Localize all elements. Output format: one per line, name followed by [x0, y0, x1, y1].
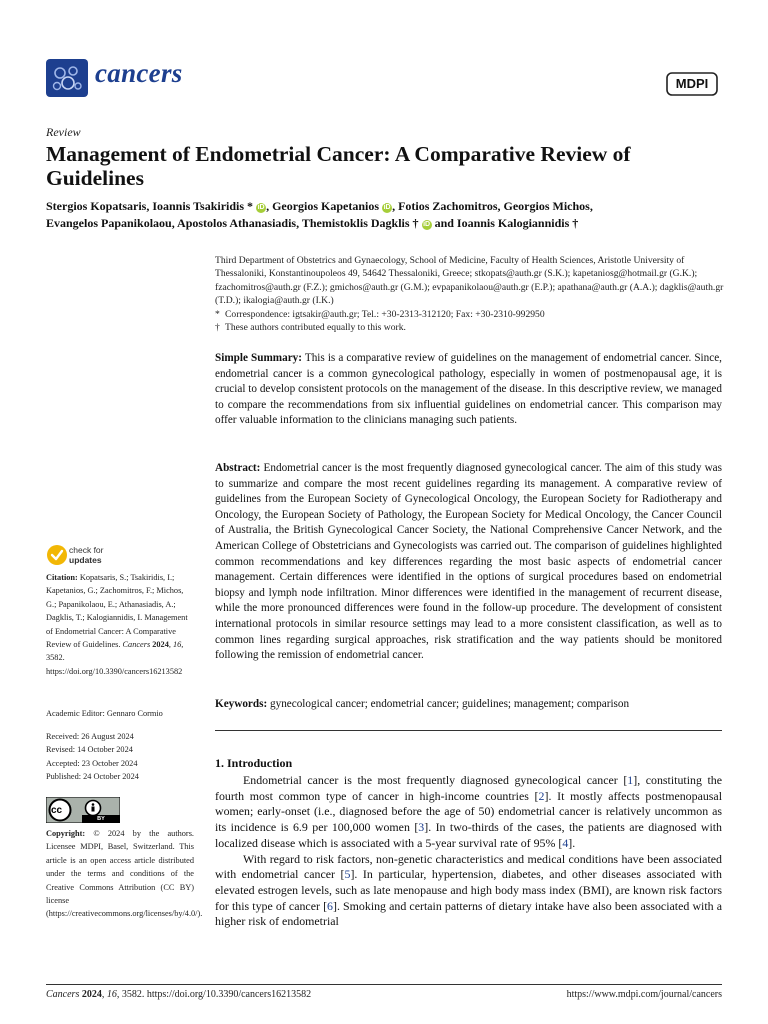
simple-summary-text: This is a comparative review of guidelines on the management of endometrial cancer. Since, endometrial cancer is a common gynecological pathology, especially in women of postmenopausal age, it is crucial to develop consistent protocols on the management of the disease. In this descriptive review, we managed to compare the recommendations from six influential guidelines on endometrial cancer. This comparison may offer valuable information to the clinicians managing such patients. [215, 352, 722, 427]
correspondence-text: Correspondence: igtsakir@auth.gr; Tel.: +30-2313-312120; Fax: +30-2310-992950 [225, 308, 545, 320]
paragraph [215, 773, 722, 852]
abstract-label: Abstract: [215, 462, 261, 474]
author-text: , Georgios Kapetanios [266, 199, 380, 213]
date-received: Received: 26 August 2024 [46, 732, 134, 741]
cc-badge-label: BY [97, 816, 105, 822]
paragraph [215, 852, 722, 931]
correspondence-note [215, 308, 735, 321]
keywords [215, 697, 722, 713]
publication-dates [46, 730, 194, 784]
citation-text: Kopatsaris, S.; Tsakiridis, I.; Kapetanios, G.; Zachomitros, F.; Michos, G.; Papanikolaou, E.; Athanasiadis, A.; Dagklis, T.; Kalogiannidis, I. Management of Endometrial Cancer: A Comparative Review of Guidelines. [46, 573, 188, 650]
footer-journal: Cancers [46, 989, 80, 1000]
page-title: Management of Endometrial Cancer: A Comparative Review of Guidelines [46, 142, 631, 190]
author-text: , Fotios Zachomitros, Georgios Michos, [392, 199, 593, 213]
citation-doi[interactable]: , 3582. https://doi.org/10.3390/cancers16213582 [46, 640, 184, 676]
citation-label: Citation: [46, 573, 78, 582]
introduction-body [215, 773, 722, 930]
footer-citation: Cancers 2024, 16, 3582. https://doi.org/10.3390/cancers16213582 [46, 989, 312, 1000]
paragraph-text: ]. In particular, hypertension, diabetes, and other diseases associated with elevated estrogen levels, such as late menopause and high body mass index (BMI), are known risk factors for this type of cancer [ [215, 867, 722, 913]
simple-summary-label: Simple Summary: [215, 352, 302, 364]
affiliation-text: Third Department of Obstetrics and Gynaecology, School of Medicine, Faculty of Health Sciences, Aristotle University of Thessaloniki, Konstantinoupoleos 49, 54642 Thessaloniki, Greece; stkopats@auth.gr (S.K.); kapetaniosg@hotmail.gr (G.K.); fzachomitros@auth.gr (F.Z.); gmichos@auth.gr (G.M.); evpapanikolaou@auth.gr (E.P.); apathana@auth.gr (A.A.); dagklis@auth.gr (T.D.); ikalogia@auth.gr (I.K.) [215, 255, 724, 307]
cc-icon-letters: cc [51, 805, 63, 816]
reference-link[interactable]: 2 [538, 788, 545, 803]
abstract [215, 461, 722, 664]
publisher-name: MDPI [675, 76, 709, 91]
keywords-text: gynecological cancer; endometrial cancer; guidelines; management; comparison [270, 698, 630, 710]
orcid-icon[interactable]: iD [383, 204, 391, 211]
paragraph-text: ]. Smoking and certain patterns of dietary intake have also been associated with a higher risk of endometrial [215, 898, 722, 929]
citation-year: 2024 [152, 640, 169, 650]
author-list [46, 198, 736, 232]
reference-link[interactable]: 6 [327, 898, 333, 913]
reference-link[interactable]: 5 [344, 867, 351, 882]
footer-doi[interactable]: , 3582. https://doi.org/10.3390/cancers16213582 [116, 989, 312, 1000]
copyright-block [46, 827, 203, 921]
equal-contribution-note [215, 321, 735, 334]
paragraph-text: ]. [568, 835, 576, 850]
citation-block: Citation: Kopatsaris, S.; Tsakiridis, I.; Kapetanios, G.; Zachomitros, F.; Michos, G.; Papanikolaou, E.; Athanasiadis, A.; Dagklis, T.; Kalogiannidis, I. Management of Endometrial Cancer: A Comparative Review of Guidelines. Cancers 2024, 16, 3582. https://doi.org/10.3390/cancers16213582 [46, 573, 188, 676]
keywords-label: Keywords: [215, 698, 268, 710]
citation-journal: Cancers [122, 640, 151, 650]
updates-line: check for [69, 545, 104, 555]
paragraph-text: ]. In two-thirds of the cases, the patients are diagnosed with localized disease which is associated with a 5-year survival rate of 95% [ [215, 820, 722, 850]
check-for-updates-label[interactable] [69, 545, 104, 565]
journal-logo-icon [46, 59, 88, 97]
footer-divider [46, 984, 722, 985]
updates-line: updates [69, 555, 102, 565]
footer-journal-url[interactable]: https://www.mdpi.com/journal/cancers [566, 989, 722, 1000]
paragraph-text: With regard to risk factors, non-genetic characteristics and medical conditions have been associated with endometrial cancer [ [215, 851, 722, 882]
check-for-updates-icon[interactable] [46, 543, 166, 567]
article-type: Review [46, 125, 81, 139]
date-published: Published: 24 October 2024 [46, 772, 139, 782]
orcid-icon[interactable]: iD [423, 221, 431, 228]
academic-editor: Academic Editor: Gennaro Cormio [46, 709, 163, 718]
orcid-icon[interactable]: iD [257, 204, 265, 211]
date-revised: Revised: 14 October 2024 [46, 745, 133, 755]
footer-year: 2024 [81, 989, 102, 1000]
date-accepted: Accepted: 23 October 2024 [46, 758, 138, 768]
reference-link[interactable]: 1 [627, 773, 634, 787]
footer-volume: 16 [106, 989, 117, 1000]
journal-name[interactable]: cancers [95, 58, 183, 88]
author-text: Stergios Kopatsaris, Ioannis Tsakiridis * [46, 199, 254, 213]
simple-summary [215, 351, 722, 429]
equal-symbol: † [215, 322, 220, 334]
paragraph-text: Endometrial cancer is the most frequently diagnosed gynecological cancer [ [243, 773, 628, 787]
citation-volume: 16 [173, 640, 182, 650]
reference-link[interactable]: 3 [418, 820, 425, 835]
reference-link[interactable]: 4 [562, 835, 569, 850]
correspondence-symbol: * [215, 308, 220, 320]
affiliation-block [215, 254, 735, 334]
section-heading-introduction: 1. Introduction [215, 756, 293, 770]
copyright-label: Copyright: [46, 829, 86, 838]
section-divider [215, 730, 722, 731]
author-text: and Ioannis Kalogiannidis † [431, 216, 579, 230]
copyright-text: © 2024 by the authors. Licensee MDPI, Basel, Switzerland. This article is an open access article distributed under the terms and conditions of the Creative Commons Attribution (CC BY) license (https://creativecommons.org/licenses/by/4.0/). [46, 829, 203, 919]
author-text: Evangelos Papanikolaou, Apostolos Athanasiadis, Themistoklis Dagklis † [46, 216, 419, 230]
abstract-text: Endometrial cancer is the most frequently diagnosed gynecological cancer. The aim of this study was to summarize and compare the most recent guidelines regarding its management. A comparative review of guidelines from the European Society of Gynecological Oncology, the European Society for Radiotherapy and Oncology, the European Society of Pathology, the European Society for Medical Oncology, the Cancer Council of Australia, the British Gynecological Cancer Society, the National Comprehensive Cancer Network, and the American College of Obstetricians and Gynecologists was carried out. The comparison of guidelines highlighted common recommendations and key differences regarding the most basic aspects of endometrial cancer management. Certain differences were identified in the options of surgical procedures based on endometrial biopsy and lymph node infiltration. Minor differences were identified in the management of recurrent disease, while the more pronounced differences were found in the follow-up procedure. The development of consistent international protocols in similar resource settings may lead to a more consistent classification, as well as to common lines regarding surgical approaches, risk stratification and the way patients should be monitored following the remission of endometrial cancer. [215, 462, 723, 662]
paragraph-text: ], constituting the fourth most common type of cancer in high-income countries [ [215, 773, 722, 803]
equal-contribution-text: These authors contributed equally to this work. [225, 322, 406, 334]
paragraph-text: ]. It mostly affects postmenopausal women; early-onset (i.e., diagnosed before the age of 50) endometrial cancer is relatively uncommon as its incidence is 6.9 per 100,000 women [ [215, 788, 722, 835]
